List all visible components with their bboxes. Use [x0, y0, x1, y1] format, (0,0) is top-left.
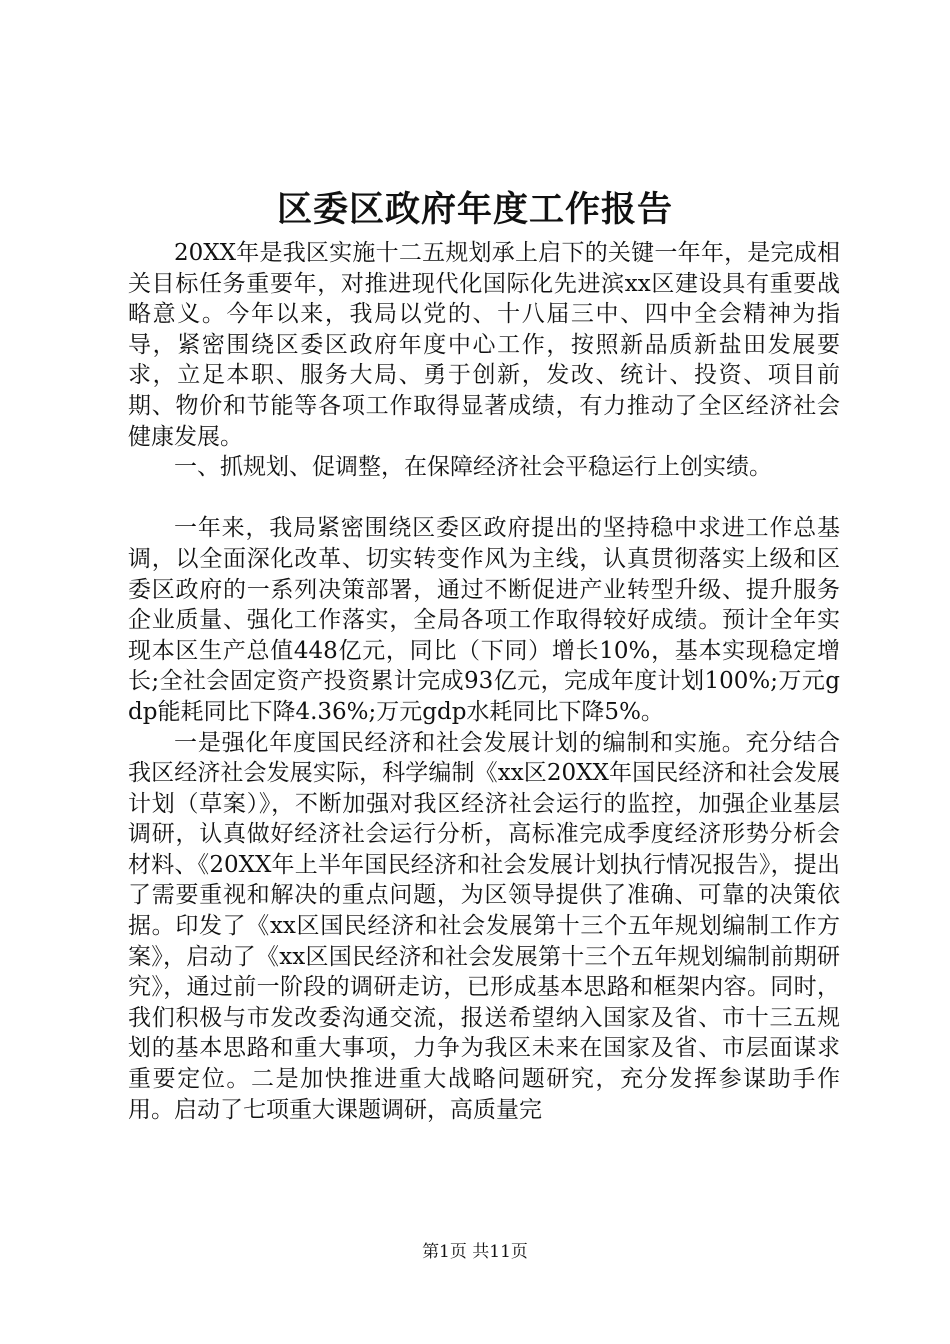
paragraph-planning: 一是强化年度国民经济和社会发展计划的编制和实施。充分结合我区经济社会发展实际，科学编制《xx区20XX年国民经济和社会发展计划（草案）》，不断加强对我区经济社会运行的监控，加强企业基层调研，认真做好经济社会运行分析，高标准完成季度经济形势分析会材料、《20XX年上半年国民经济和社会发展计划执行情况报告》，提出了需要重视和解决的重点问题，为区领导提供了准确、可靠的决策依据。印发了《xx区国民经济和社会发展第十三个五年规划编制工作方案》，启动了《xx区国民经济和社会发展第十三个五年规划编制前期研究》，通过前一阶段的调研走访，已形成基本思路和框架内容。同时，我们积极与市发改委沟通交流，报送希望纳入国家及省、市十三五规划的基本思路和重大事项，力争为我区未来在国家及省、市层面谋求重要定位。二是加快推进重大战略问题研究，充分发挥参谋助手作用。启动了七项重大课题调研，高质量完 — [128, 729, 840, 1123]
paragraph-summary: 一年来，我局紧密围绕区委区政府提出的坚持稳中求进工作总基调，以全面深化改革、切实转变作风为主线，认真贯彻落实上级和区委区政府的一系列决策部署，通过不断促进产业转型升级、提升服务企业质量、强化工作落实，全局各项工作取得较好成绩。预计全年实现本区生产总值448亿元，同比（下同）增长10%，基本实现稳定增长;全社会固定资产投资累计完成93亿元，完成年度计划100%;万元gdp能耗同比下降4.36%;万元gdp水耗同比下降5%。 — [128, 515, 840, 725]
document-body — [128, 238, 840, 1125]
document-title: 区委区政府年度工作报告 — [276, 189, 673, 230]
page-number-footer: 第1页 共11页 — [422, 1242, 528, 1262]
paragraph-intro: 20XX年是我区实施十二五规划承上启下的关键一年年，是完成相关目标任务重要年，对推进现代化国际化先进滨xx区建设具有重要战略意义。今年以来，我局以党的、十八届三中、四中全会精神为指导，紧密围绕区委区政府年度中心工作，按照新品质新盐田发展要求，立足本职、服务大局、勇于创新，发改、统计、投资、项目前期、物价和节能等各项工作取得显著成绩，有力推动了全区经济社会健康发展。 — [128, 240, 840, 450]
section-heading-1: 一、抓规划、促调整，在保障经济社会平稳运行上创实绩。 — [174, 454, 772, 481]
